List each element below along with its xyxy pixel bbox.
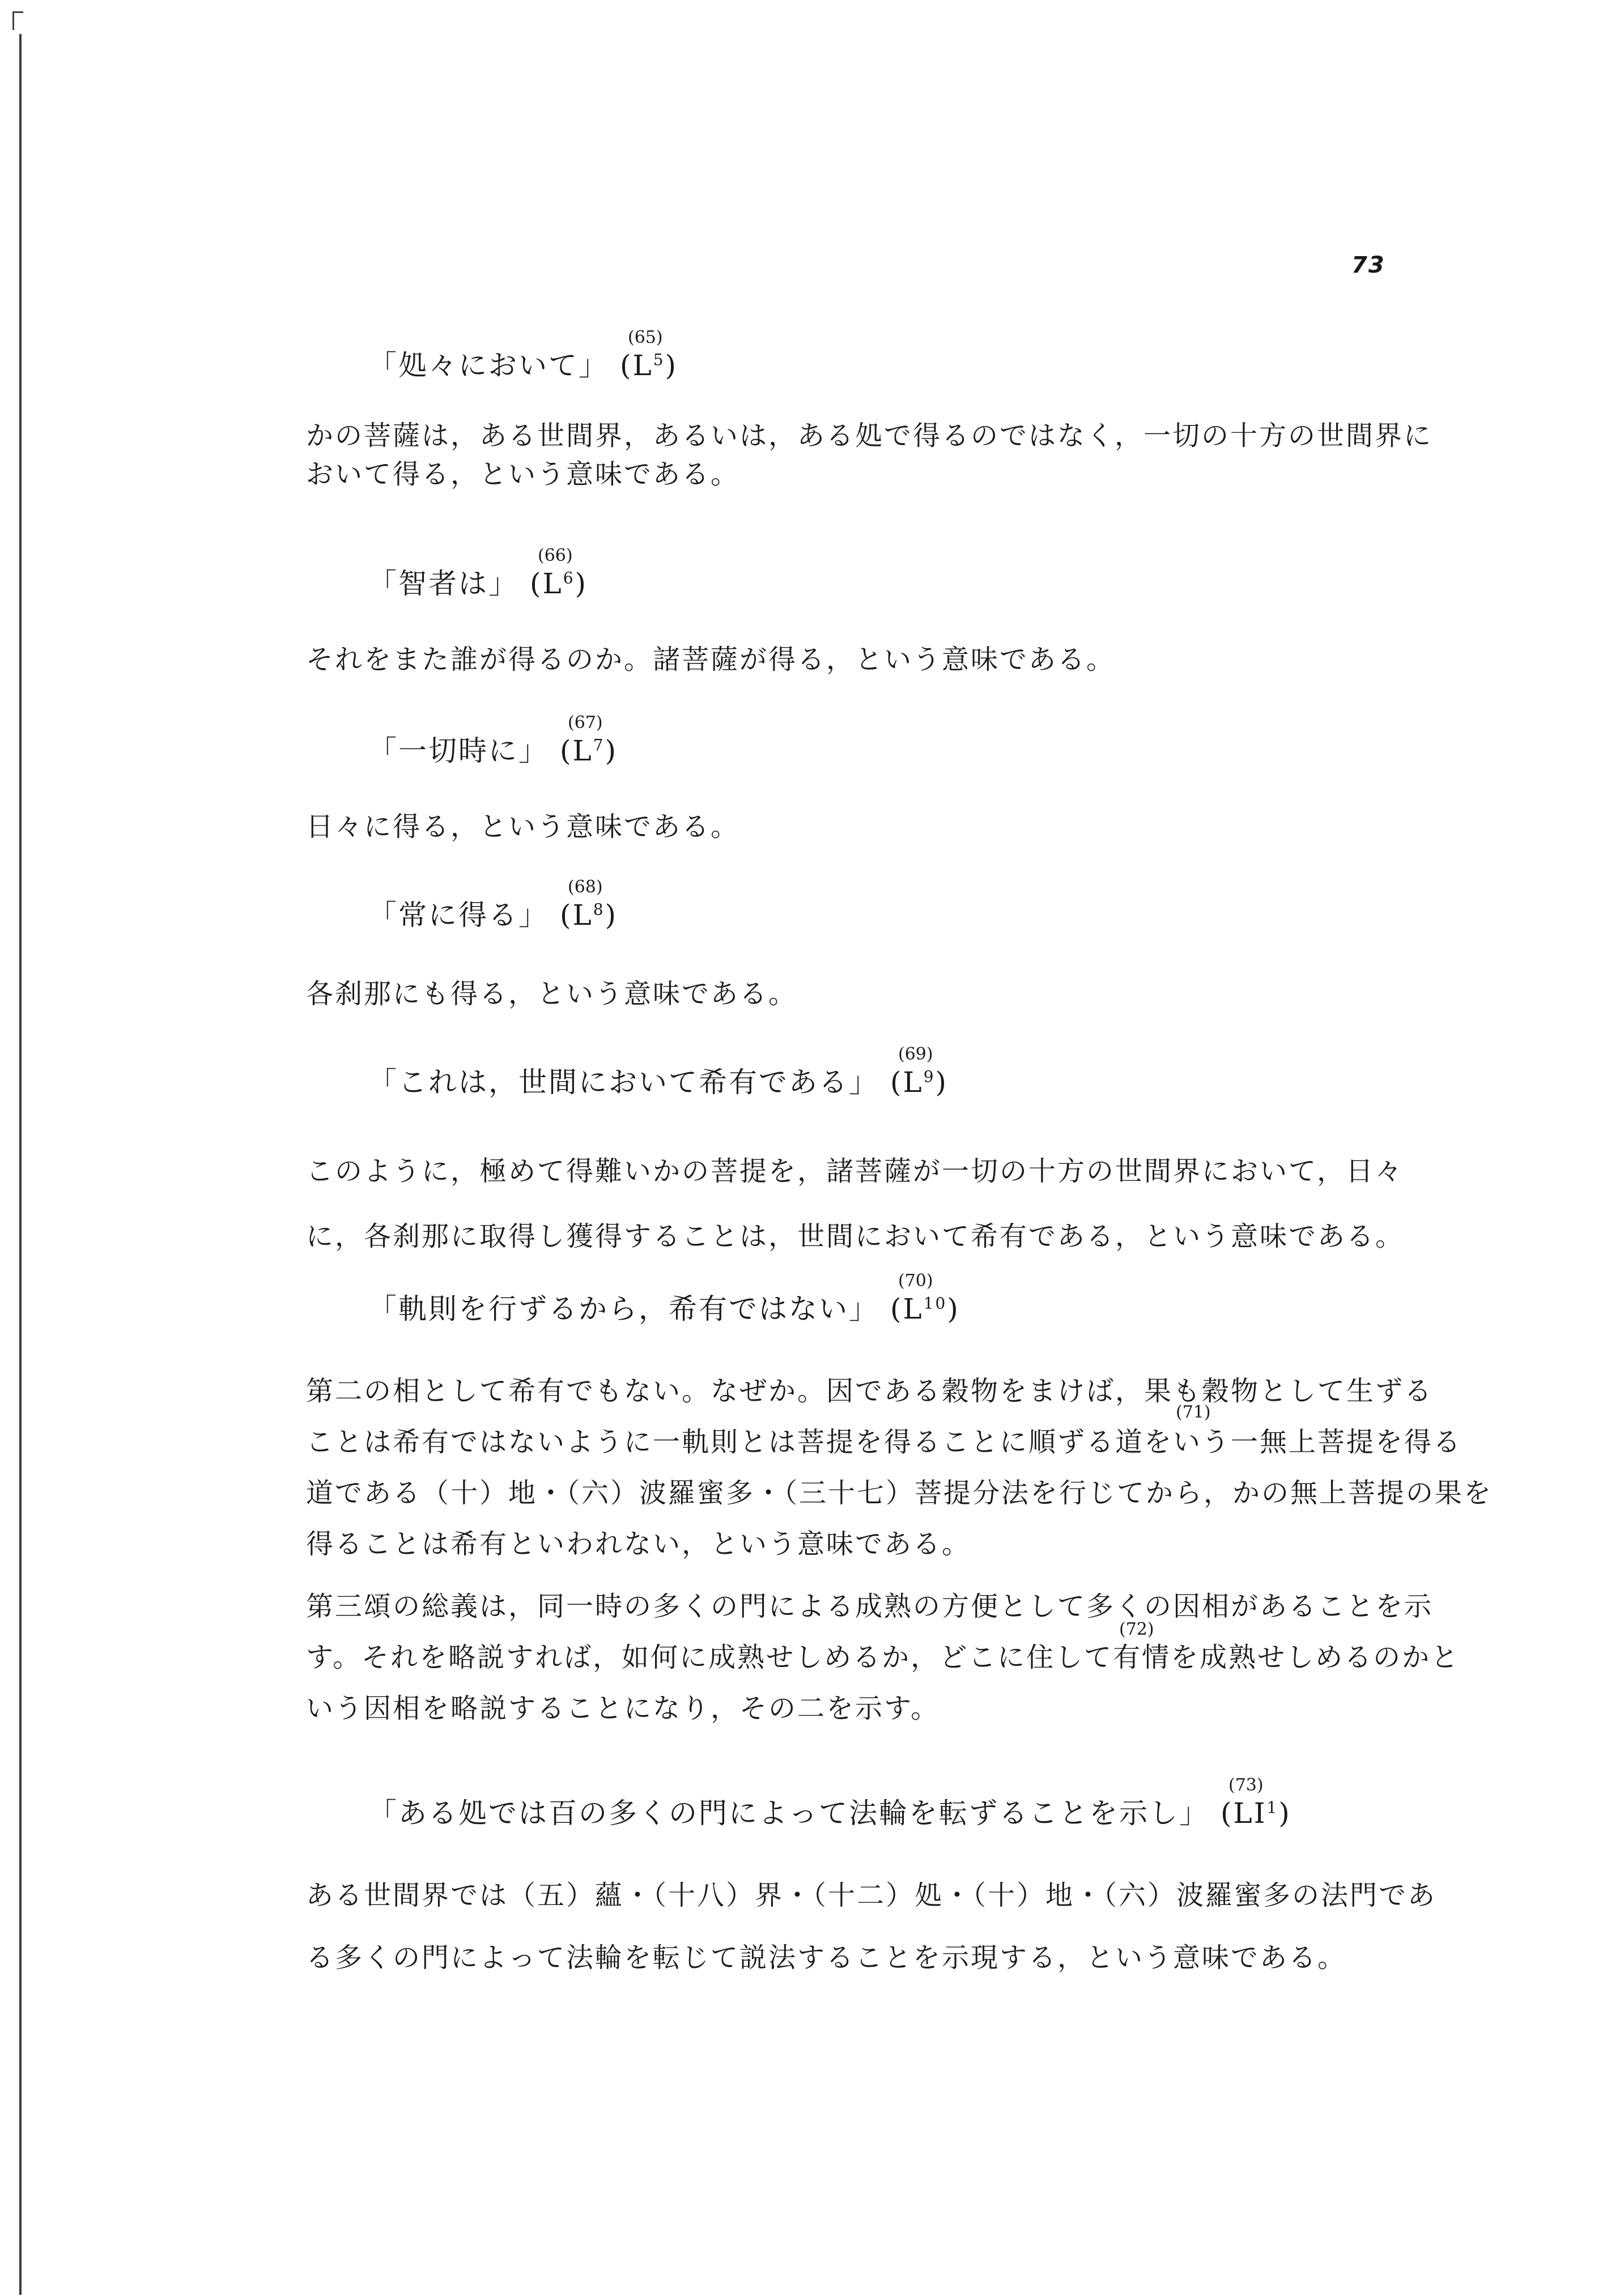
footnote-number: (70) — [898, 1271, 933, 1291]
footnote-number: (65) — [628, 328, 663, 347]
lemma-reference: (68) $(L^8)$ — [560, 877, 618, 932]
paragraph-7: 第三頌の総義は，同一時の多くの門による成熟の方便として多くの因相があることを示 す。それを略説すれば，如何に成熟せしめるか，どこに住して有情を成熟せしめるのかと いう因相を略説することになり，その二を示す。 — [306, 1591, 1460, 1724]
lemma-reference: (69) $(L^9)$ — [890, 1044, 949, 1099]
paragraph-1: かの菩薩は，ある世間界，あるいは，ある処で得るのではなく，一切の十方の世間界に おいて得る，という意味である。 — [306, 420, 1433, 490]
paragraph-3: 日々に得る，という意味である。 — [306, 811, 740, 843]
lemma-1 — [368, 328, 678, 384]
lemma-text: 「処々において」 — [368, 349, 609, 382]
footnote-number: (69) — [898, 1044, 933, 1064]
paragraph-8: ある世間界では（五）蘊・（十八）界・（十二）処・（十）地・（六）波羅蜜多の法門であ る多くの門によって法輪を転じて説法することを示現する，という意味である。 — [306, 1880, 1437, 1974]
footnote-number: (67) — [568, 713, 603, 733]
lemma-7 — [368, 1775, 1291, 1831]
lemma-reference: (65) $(L^5)$ — [620, 328, 678, 382]
page-number: 73 — [1351, 252, 1385, 278]
lemma-3 — [368, 713, 618, 769]
footnote-number-71: (71) — [1176, 1402, 1211, 1422]
footnote-number: (66) — [538, 546, 573, 566]
lemma-reference: (70) $(L^{10})$ — [890, 1271, 960, 1325]
lemma-2 — [368, 546, 588, 602]
binding-edge — [19, 34, 22, 2295]
lemma-text: 「軌則を行ずるから，希有ではない」 — [368, 1292, 879, 1325]
lemma-text: 「一切時に」 — [368, 734, 549, 767]
footnote-number: (68) — [568, 877, 603, 897]
paragraph-4: 各刹那にも得る，という意味である。 — [306, 978, 798, 1010]
lemma-reference: (66) $(L^6)$ — [530, 546, 588, 600]
paragraph-2: それをまた誰が得るのか。諸菩薩が得る，という意味である。 — [306, 644, 1116, 675]
lemma-text: 「常に得る」 — [368, 899, 549, 932]
lemma-text: 「智者は」 — [368, 567, 518, 600]
footnote-number-72: (72) — [1119, 1619, 1154, 1639]
lemma-4 — [368, 877, 618, 933]
lemma-6 — [368, 1271, 960, 1327]
lemma-text: 「これは，世間において希有である」 — [368, 1066, 879, 1099]
lemma-5 — [368, 1044, 949, 1100]
lemma-reference: (67) $(L^7)$ — [560, 713, 618, 767]
lemma-reference: (73) $(LI^1)$ — [1221, 1775, 1291, 1830]
lemma-text: 「ある処では百の多くの門によって法輪を転ずることを示し」 — [368, 1797, 1209, 1830]
paragraph-5: このように，極めて得難いかの菩提を，諸菩薩が一切の十方の世間界において，日々 に，各刹那に取得し獲得することは，世間において希有である，という意味である。 — [306, 1155, 1405, 1252]
binding-mark — [12, 11, 23, 30]
footnote-number: (73) — [1228, 1775, 1264, 1795]
paragraph-6: 第二の相として希有でもない。なぜか。因である穀物をまけば，果も穀物として生ずる ことは希有ではないように一軌則とは菩提を得ることに順ずる道をいう一無上菩提を得る 道である（十）地・（六）波羅蜜多・（三十七）菩提分法を行じてから，かの無上菩提の果を 得ることは希有といわれない，という意味である。 — [306, 1375, 1493, 1560]
